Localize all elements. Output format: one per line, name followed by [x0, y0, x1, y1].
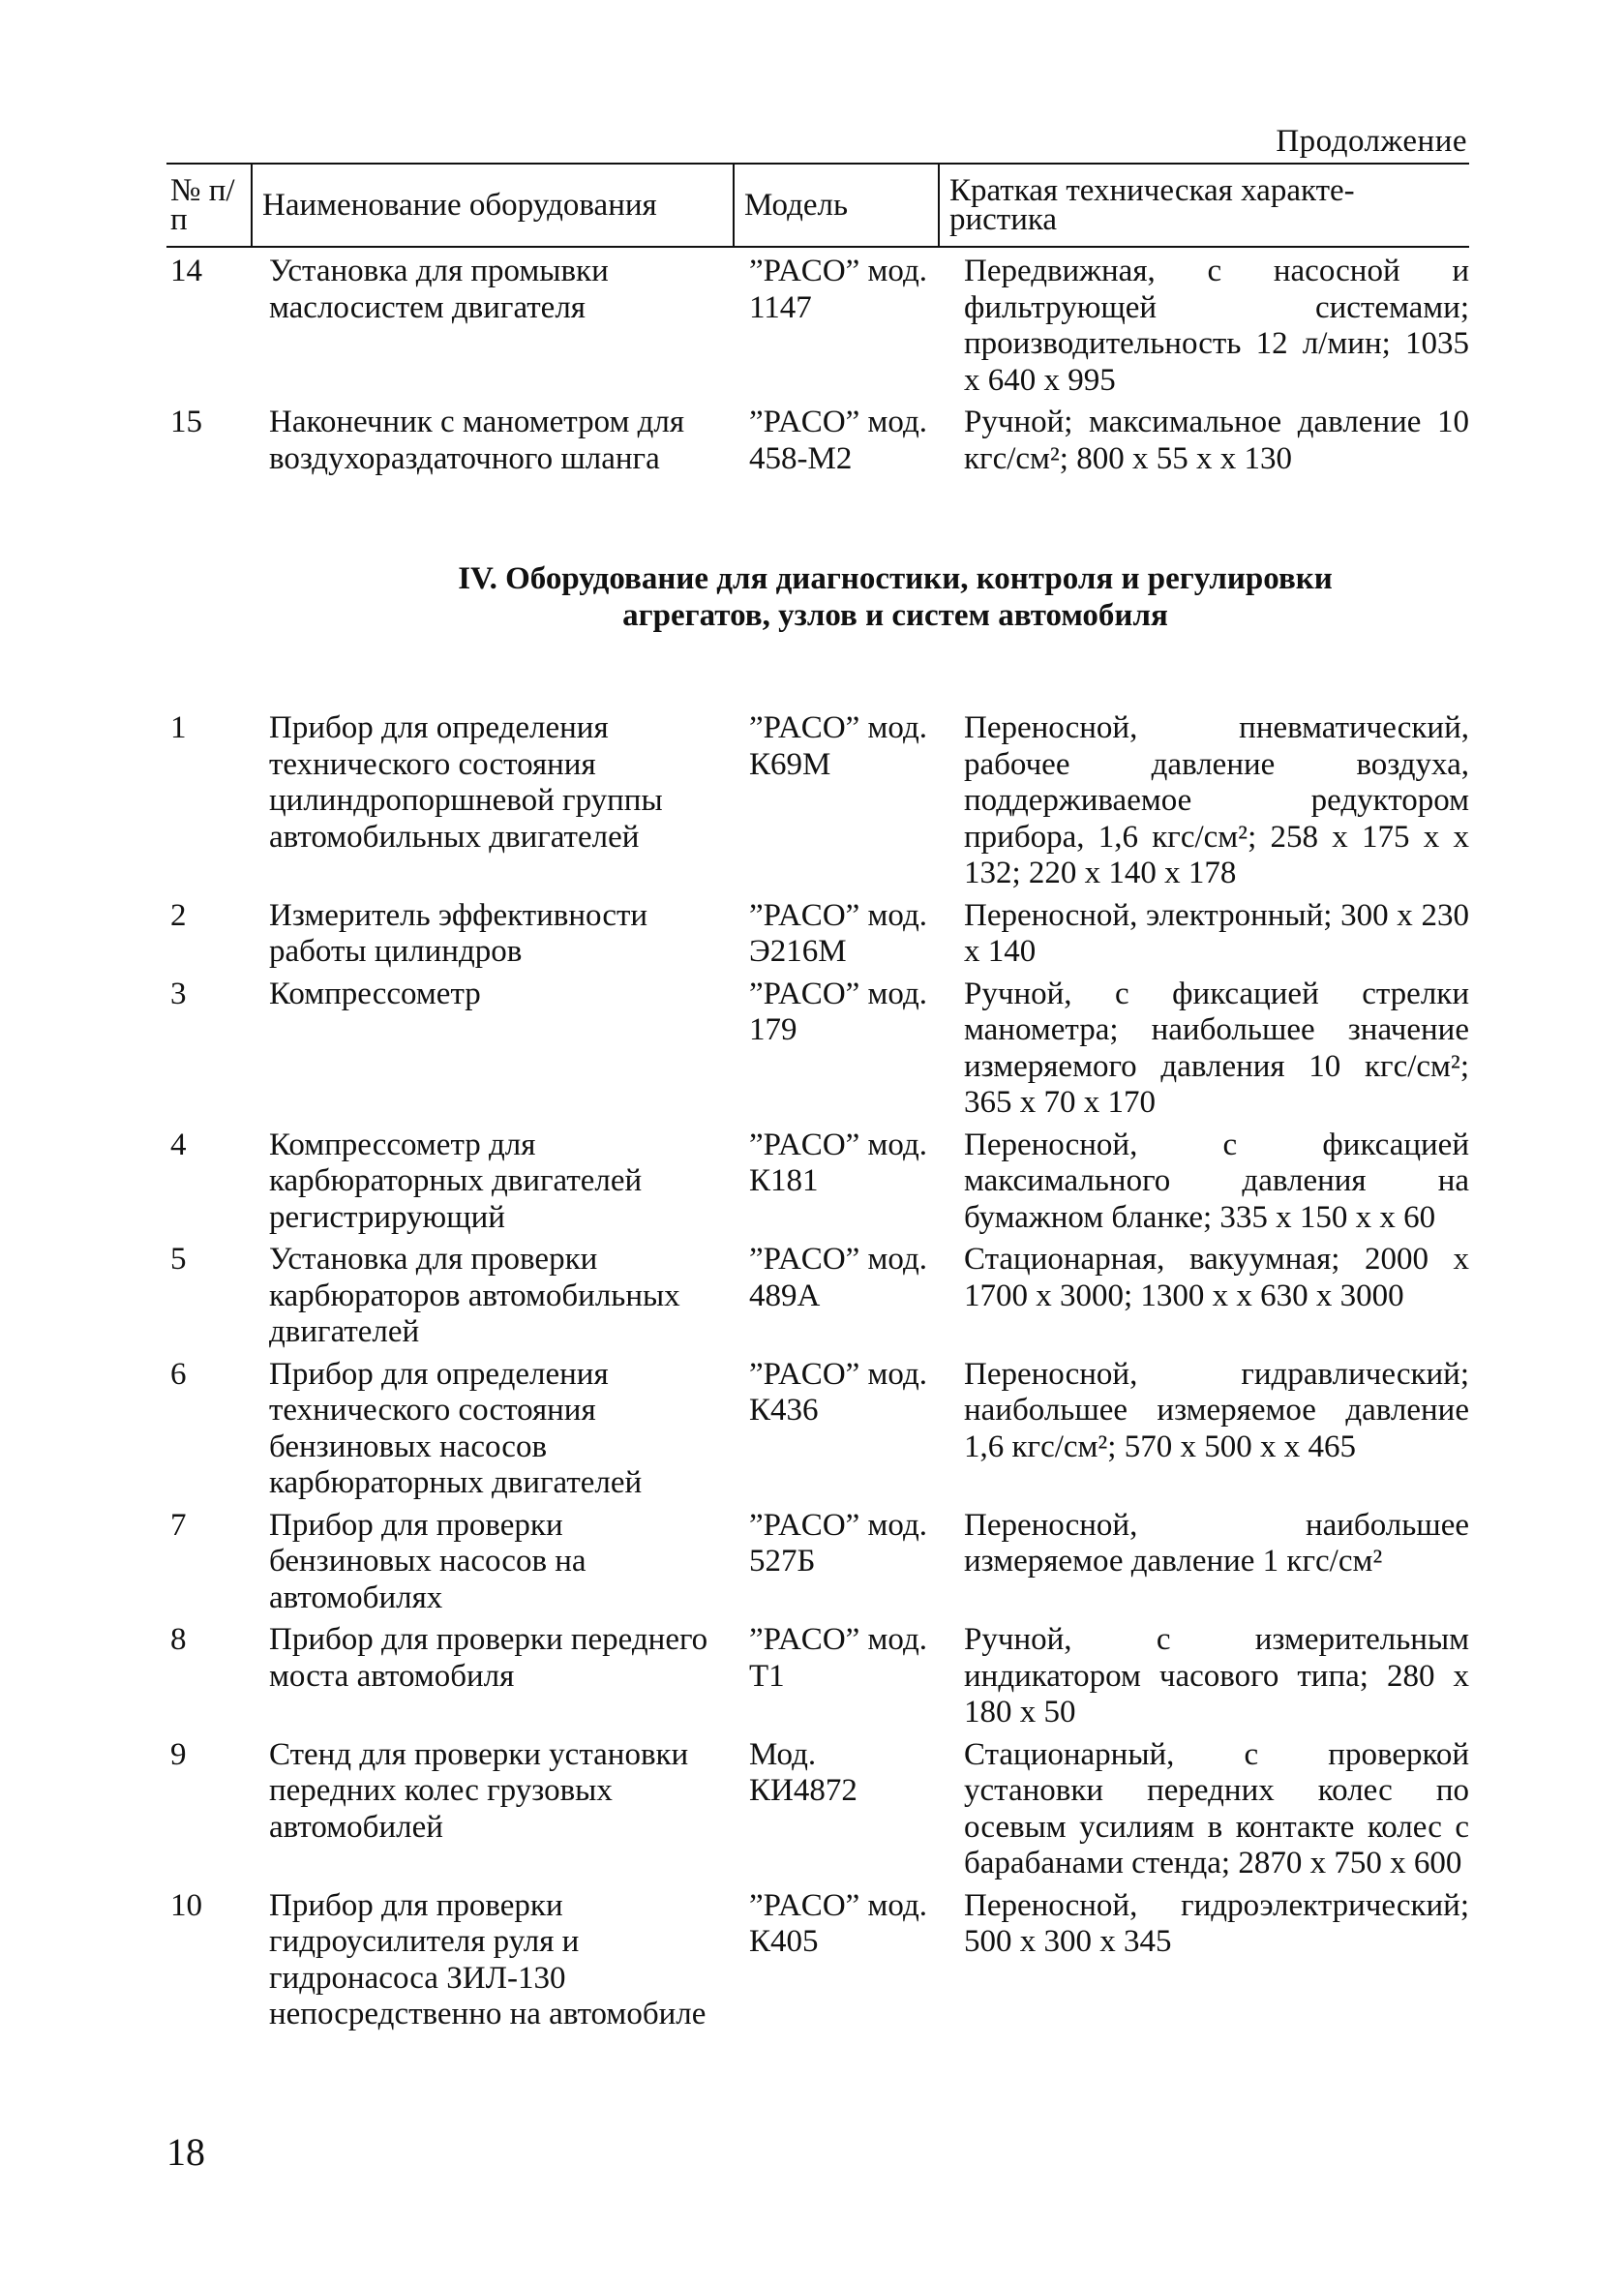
row-number: 5 — [170, 1242, 187, 1277]
row-number: 8 — [170, 1622, 187, 1657]
table-header-row — [166, 164, 1469, 247]
row-number: 15 — [170, 405, 202, 439]
header-spec: Краткая техническая характе-ристика — [939, 164, 1469, 247]
equipment-name: Наконечник с манометром для воздухораздаточного шланга — [269, 405, 685, 476]
table-row — [166, 892, 1469, 971]
equipment-name: Компрессометр для карбюраторных двигателей регистрирующий — [269, 1127, 643, 1235]
equipment-spec: Переносной, электронный; 300 x 230 x 140 — [964, 897, 1469, 969]
equipment-model: ”PACO” мод. К405 — [749, 1887, 928, 1959]
equipment-name: Установка для промывки маслосистем двигателя — [269, 254, 609, 325]
table-row — [166, 1882, 1469, 2033]
row-number: 1 — [170, 710, 187, 745]
row-number: 6 — [170, 1356, 187, 1392]
equipment-model: ”PACO” мод. 527Б — [749, 1507, 928, 1579]
equipment-model: Мод. КИ4872 — [749, 1736, 857, 1808]
equipment-spec: Стационарная, вакуумная; 2000 x 1700 x 3000; 1300 x x 630 x 3000 — [964, 1242, 1469, 1313]
equipment-name: Прибор для проверки бензиновых насосов на автомобилях — [269, 1507, 586, 1615]
equipment-spec: Переносной, пневматический, рабочее давление воздуха, поддерживаемое редуктором прибора, 1,6 кгс/см²; 258 x 175 x x 132; 220 x 140 x 178 — [964, 710, 1469, 890]
equipment-spec: Переносной, наибольшее измеряемое давление 1 кгс/см² — [964, 1507, 1469, 1579]
equipment-spec: Ручной; максимальное давление 10 кгс/см²; 800 x 55 x x 130 — [964, 405, 1469, 476]
table-row — [166, 1502, 1469, 1617]
table-row — [166, 1351, 1469, 1502]
equipment-name: Прибор для определения технического состояния цилиндропоршневой группы автомобильных двигателей — [269, 710, 663, 855]
row-number: 2 — [170, 897, 187, 933]
row-number: 10 — [170, 1887, 202, 1923]
row-number: 9 — [170, 1736, 187, 1772]
equipment-table-top — [166, 163, 1469, 477]
equipment-model: ”PACO” мод. Т1 — [749, 1622, 928, 1694]
table-row — [166, 971, 1469, 1122]
table-row — [166, 1616, 1469, 1731]
equipment-model: ”PACO” мод. К436 — [749, 1356, 928, 1428]
equipment-model: ”PACO” мод. Э216М — [749, 897, 928, 969]
table-row — [166, 1731, 1469, 1882]
equipment-spec: Переносной, гидроэлектрический; 500 x 300 x 345 — [964, 1887, 1469, 1959]
equipment-spec: Передвижная, с насосной и фильтрующей системами; производительность 12 л/мин; 1035 x 640 x 995 — [964, 254, 1469, 398]
header-name: Наименование оборудования — [252, 164, 734, 247]
page-number: 18 — [166, 2130, 205, 2174]
row-number: 7 — [170, 1507, 187, 1543]
equipment-model: ”PACO” мод. К181 — [749, 1127, 928, 1198]
equipment-table-section-iv — [166, 705, 1469, 2033]
equipment-spec: Переносной, с фиксацией максимального давления на бумажном бланке; 335 x 150 x x 60 — [964, 1127, 1469, 1235]
equipment-model: ”PACO” мод. 179 — [749, 976, 928, 1047]
table-row — [166, 705, 1469, 892]
equipment-model: ”PACO” мод. 458-М2 — [749, 405, 928, 476]
table-row — [166, 399, 1469, 477]
equipment-spec: Ручной, с измерительным индикатором часового типа; 280 x 180 x 50 — [964, 1622, 1469, 1730]
row-number: 14 — [170, 254, 202, 288]
equipment-model: ”PACO” мод. К69М — [749, 710, 928, 782]
equipment-name: Стенд для проверки установки передних колес грузовых автомобилей — [269, 1736, 689, 1845]
header-num: № п/п — [166, 164, 252, 247]
equipment-spec: Ручной, с фиксацией стрелки манометра; наибольшее значение измеряемого давления 10 кгс/см²; 365 x 70 x 170 — [964, 976, 1469, 1120]
table-row — [166, 1122, 1469, 1237]
header-model: Модель — [734, 164, 939, 247]
equipment-model: ”PACO” мод. 489А — [749, 1242, 928, 1313]
section-title: IV. Оборудование для диагностики, контроля и регулировки агрегатов, узлов и систем автомобиля — [458, 561, 1333, 633]
table-row — [166, 247, 1469, 399]
equipment-model: ”PACO” мод. 1147 — [749, 254, 928, 325]
row-number: 4 — [170, 1127, 187, 1162]
equipment-name: Компрессометр — [269, 976, 481, 1011]
equipment-name: Измеритель эффективности работы цилиндров — [269, 897, 648, 969]
equipment-name: Прибор для определения технического состояния бензиновых насосов карбюраторных двигателей — [269, 1356, 643, 1500]
equipment-spec: Переносной, гидравлический; наибольшее измеряемое давление 1,6 кгс/см²; 570 x 500 x x 465 — [964, 1356, 1469, 1464]
equipment-spec: Стационарный, с проверкой установки передних колес по осевым усилиям в контакте колес с барабанами стенда; 2870 x 750 x 600 — [964, 1736, 1469, 1880]
table-row — [166, 1236, 1469, 1351]
continuation-label: Продолжение — [1276, 124, 1467, 159]
equipment-name: Установка для проверки карбюраторов автомобильных двигателей — [269, 1242, 680, 1349]
equipment-name: Прибор для проверки гидроусилителя руля и гидронасоса ЗИЛ-130 непосредственно на автомобиле — [269, 1887, 707, 2031]
equipment-name: Прибор для проверки переднего моста автомобиля — [269, 1622, 708, 1694]
row-number: 3 — [170, 976, 187, 1011]
